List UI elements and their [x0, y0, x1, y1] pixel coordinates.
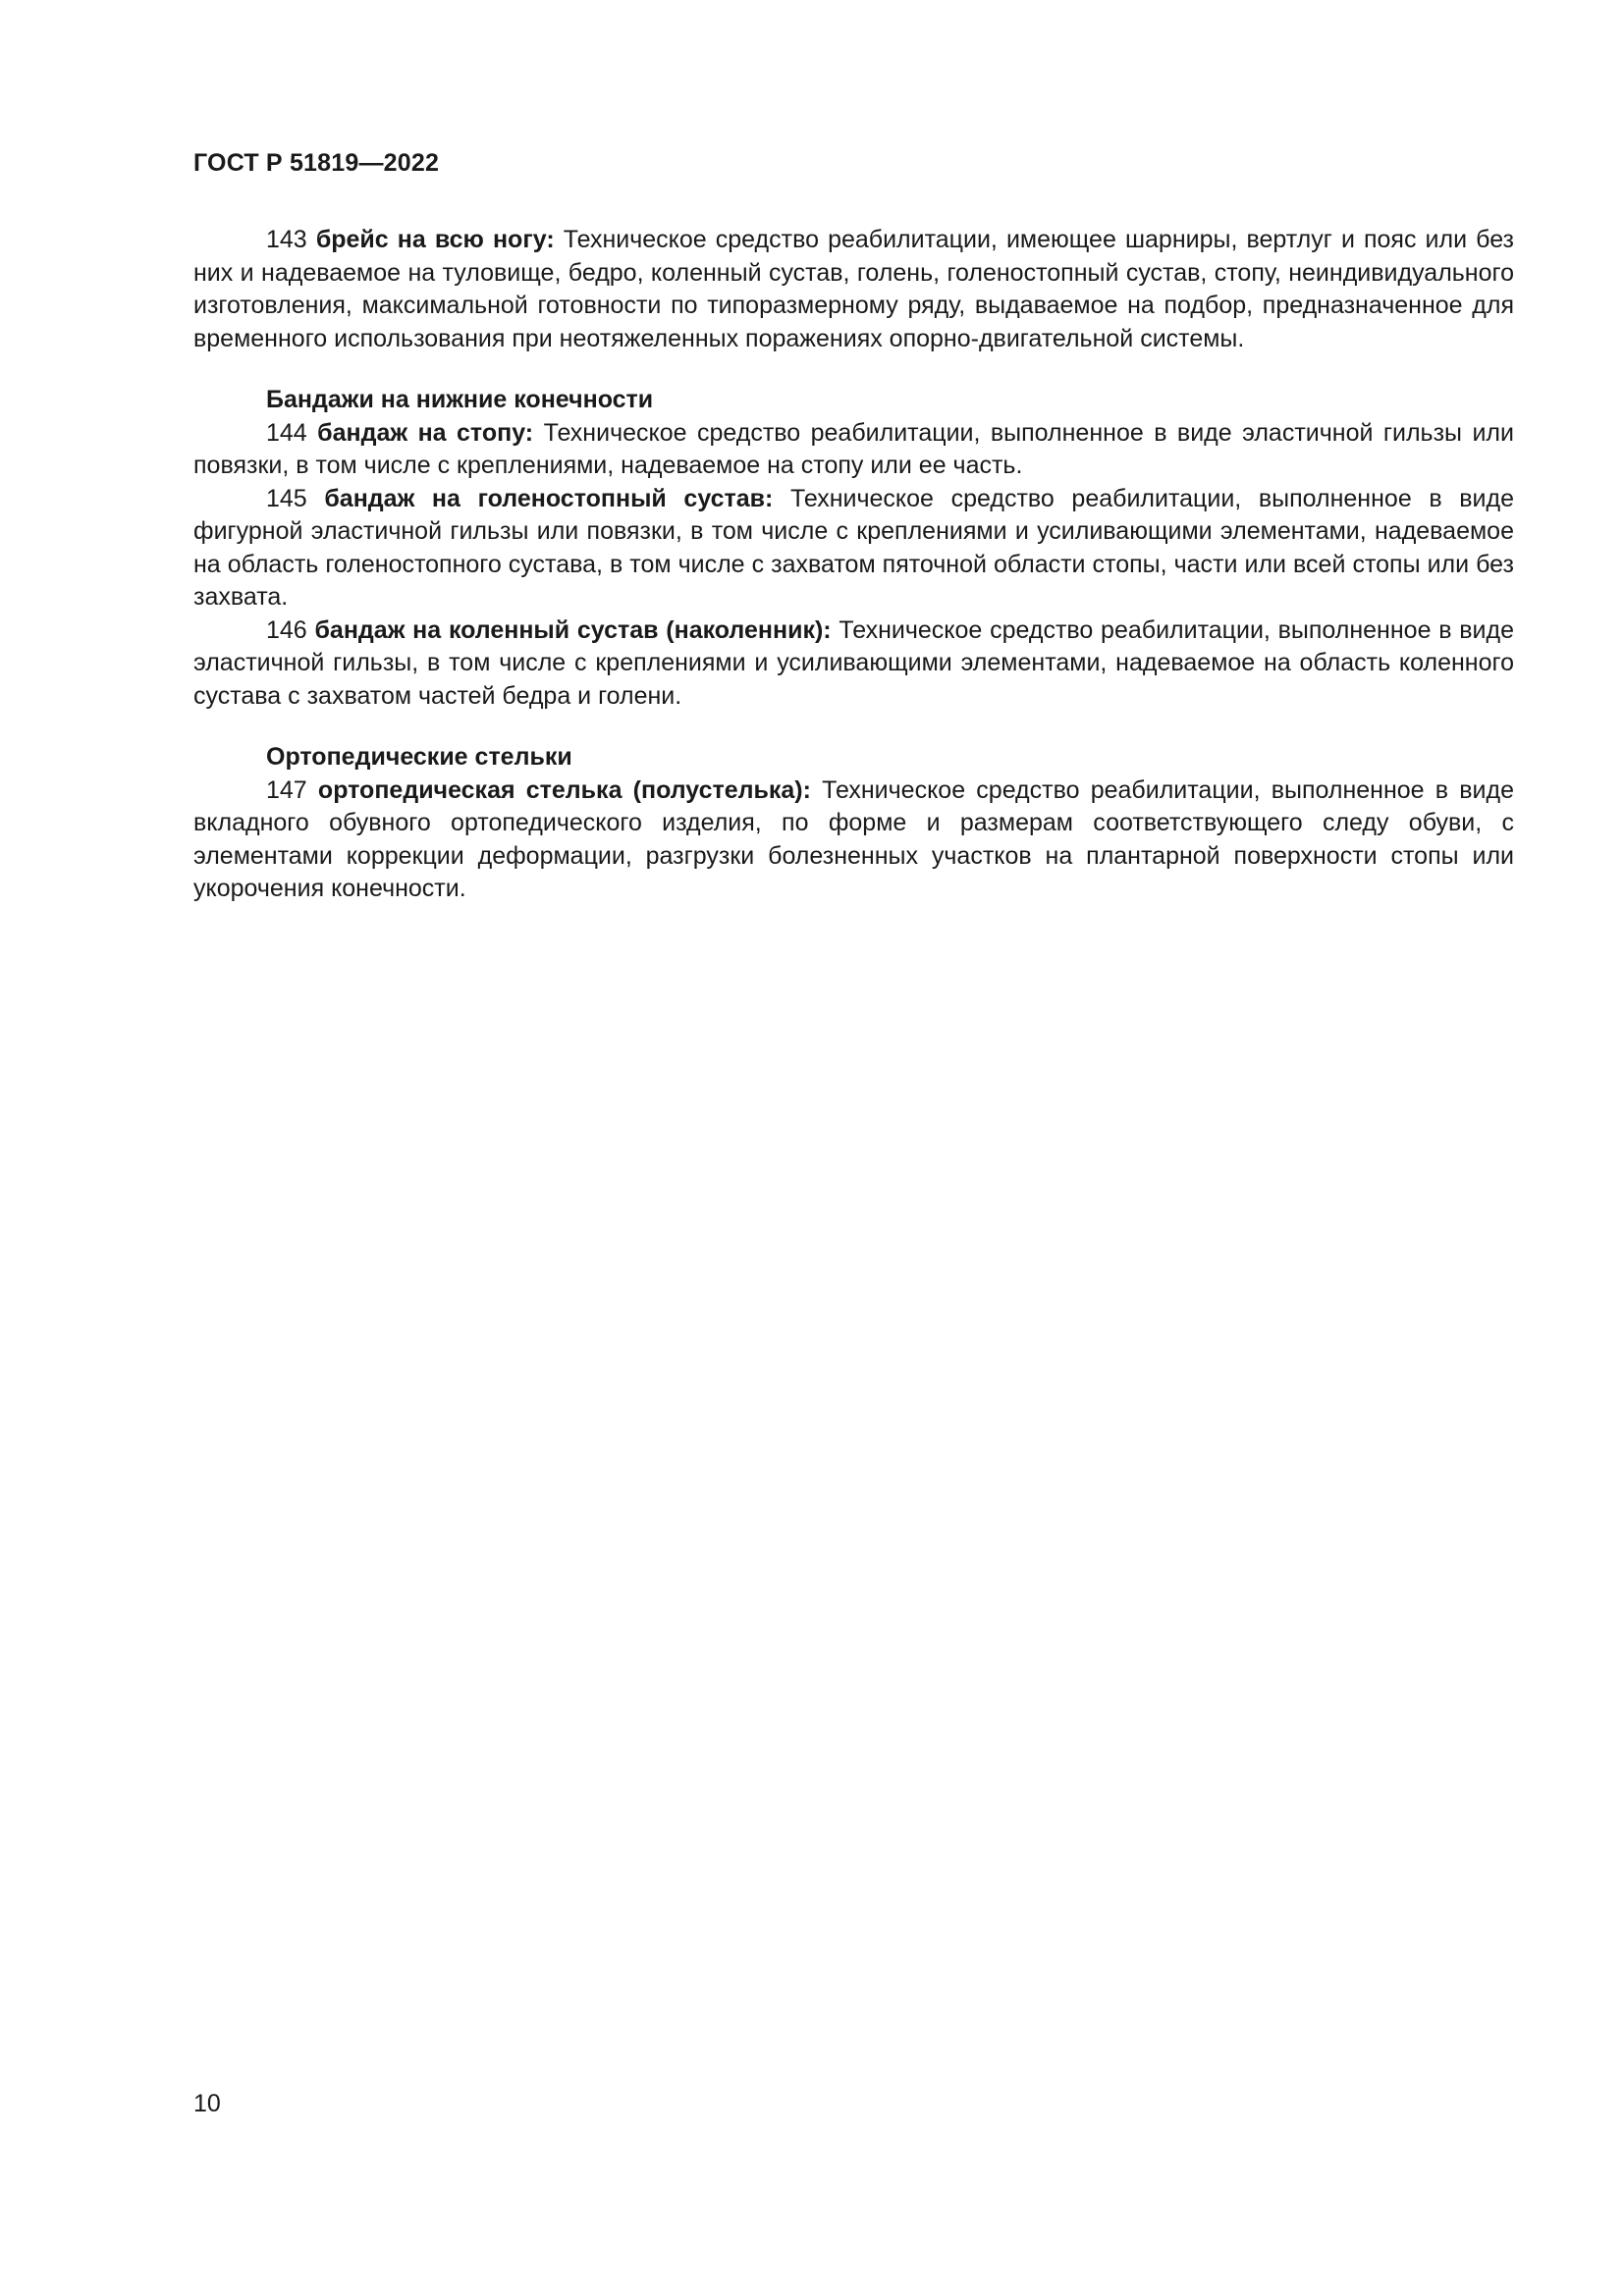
term-entry-145: [193, 483, 1514, 614]
section-heading-lower-limb-bandages: Бандажи на нижние конечности: [266, 386, 654, 413]
document-body: [193, 224, 1514, 906]
term-name: бандаж на голеностопный сустав:: [324, 484, 774, 512]
term-number: 145: [266, 484, 307, 512]
term-definition: Техническое средство реабилитации, выполненное в виде эластичной гильзы или повязки, в том числе с креплениями, надеваемое на стопу или ее часть.: [193, 418, 1514, 479]
term-name: ортопедическая стелька (полустелька):: [317, 775, 811, 804]
term-entry-146: [193, 614, 1514, 714]
document-header-title: ГОСТ Р 51819—2022: [193, 149, 440, 177]
term-entry-147: [193, 774, 1514, 906]
term-definition: Техническое средство реабилитации, выполненное в виде фигурной эластичной гильзы или повязки, в том числе с креплениями и усиливающими элементами, надеваемое на область голеностопного сустава, в том числе с захватом пяточной области стопы, части или всей стопы или без захвата.: [193, 484, 1515, 611]
section-heading-orthopedic-insoles: Ортопедические стельки: [266, 743, 572, 771]
term-definition: Техническое средство реабилитации, имеющее шарниры, вертлуг и пояс или без них и надеваемое на туловище, бедро, коленный сустав, голень, голеностопный сустав, стопу, неиндивидуального изготовления, максимальной готовности по типоразмерному ряду, выдаваемое на подбор, предназначенное для временного использования при неотяжеленных поражениях опорно-двигательной системы.: [193, 226, 1515, 352]
term-number: 147: [266, 775, 307, 804]
term-definition: Техническое средство реабилитации, выполненное в виде вкладного обувного ортопедического изделия, по форме и размерам соответствующего следу обуви, с элементами коррекции деформации, разгрузки болезненных участков на плантарной поверхности стопы или укорочения конечности.: [193, 775, 1514, 902]
term-name: бандаж на коленный сустав (наколенник):: [314, 615, 832, 644]
term-name: бандаж на стопу:: [317, 418, 534, 447]
term-definition: Техническое средство реабилитации, выполненное в виде эластичной гильзы, в том числе с креплениями и усиливающими элементами, надеваемое на область коленного сустава с захватом частей бедра и голени.: [193, 615, 1515, 710]
term-entry-143: [193, 224, 1514, 355]
page-number: 10: [193, 2090, 221, 2117]
term-number: 144: [266, 418, 307, 447]
term-number: 146: [266, 615, 307, 644]
term-number: 143: [266, 226, 307, 253]
term-name: брейс на всю ногу:: [315, 226, 555, 253]
term-entry-144: [193, 417, 1514, 483]
